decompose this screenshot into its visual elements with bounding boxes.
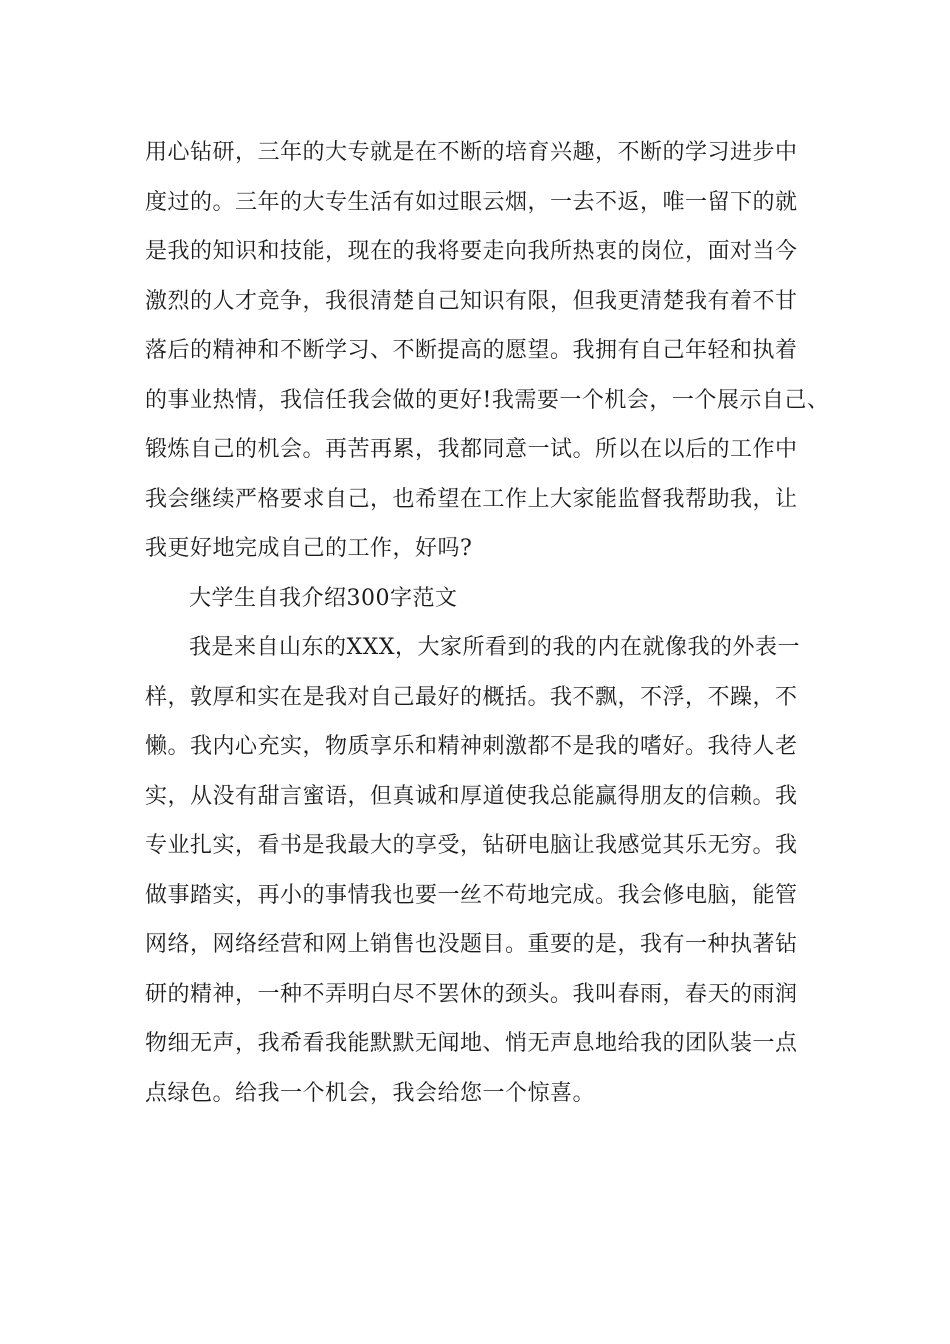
text-line: 物细无声，我希看我能默默无闻地、悄无声息地给我的团队装一点 — [145, 1031, 798, 1056]
text-line: 锻炼自己的机会。再苦再累，我都同意一试。所以在以后的工作中 — [145, 437, 798, 462]
text-line: 激烈的人才竞争，我很清楚自己知识有限，但我更清楚我有着不甘 — [145, 288, 798, 314]
text-line: 我会继续严格要求自己，也希望在工作上大家能监督我帮助我，让 — [145, 486, 798, 512]
text-line: 样，敦厚和实在是我对自己最好的概括。我不飘，不浮，不躁，不 — [145, 684, 798, 710]
text-line: 是我的知识和技能，现在的我将要走向我所热衷的岗位，面对当今 — [145, 239, 798, 264]
text-line: 点绿色。给我一个机会，我会给您一个惊喜。 — [145, 1080, 596, 1106]
text-line: 用心钻研，三年的大专就是在不断的培育兴趣，不断的学习进步中 — [145, 140, 798, 165]
text-line: 实，从没有甜言蜜语，但真诚和厚道使我总能赢得朋友的信赖。我 — [145, 783, 798, 809]
text-line: 专业扎实，看书是我最大的享受，钻研电脑让我感觉其乐无穷。我 — [145, 833, 798, 858]
text-line: 我更好地完成自己的工作，好吗? — [145, 536, 473, 561]
text-line: 落后的精神和不断学习、不断提高的愿望。我拥有自己年轻和执着 — [145, 338, 798, 363]
text-line: 研的精神，一种不弄明白尽不罢休的颈头。我叫春雨，春天的雨润 — [145, 981, 798, 1007]
body-text — [145, 128, 830, 1118]
section-heading: 大学生自我介绍300字范文 — [189, 585, 458, 611]
text-line: 度过的。三年的大专生活有如过眼云烟，一去不返，唯一留下的就 — [145, 189, 798, 215]
text-line: 的事业热情，我信任我会做的更好!我需要一个机会，一个展示自己、 — [145, 387, 830, 413]
text-line: 我是来自山东的XXX，大家所看到的我的内在就像我的外表一 — [189, 635, 800, 660]
text-line: 懒。我内心充实，物质享乐和精神刺激都不是我的嗜好。我待人老 — [145, 734, 798, 759]
text-line: 网络，网络经营和网上销售也没题目。重要的是，我有一种执著钻 — [145, 932, 798, 957]
text-line: 做事踏实，再小的事情我也要一丝不苟地完成。我会修电脑，能管 — [145, 882, 798, 908]
